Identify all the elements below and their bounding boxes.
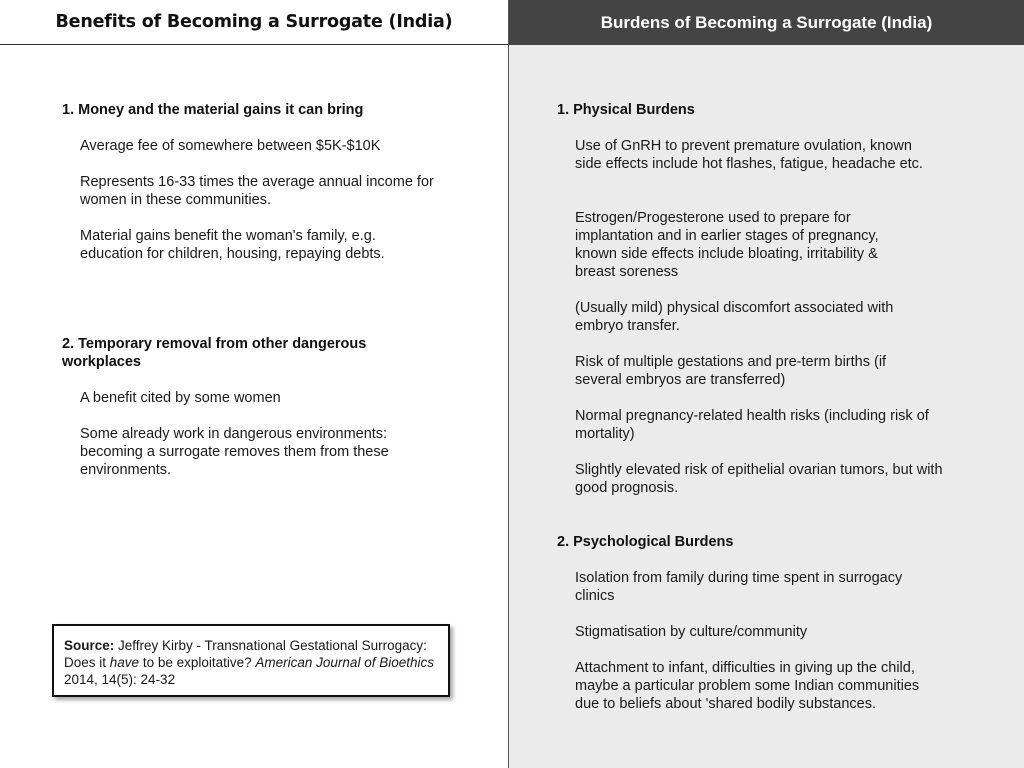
burdens-item: Estrogen/Progesterone used to prepare for implantation and in earlier stages of pregnancy, known side effects include bloating, irritability & breast soreness xyxy=(575,210,879,280)
source-text: to be exploitative? xyxy=(139,655,256,670)
burdens-panel xyxy=(508,0,1024,768)
source-label: Source: xyxy=(64,638,115,653)
burdens-item: Slightly elevated risk of epithelial ovarian tumors, but with good prognosis. xyxy=(575,462,943,496)
burdens-item: Use of GnRH to prevent premature ovulation, known side effects include hot flashes, fatigue, headache etc. xyxy=(575,138,923,172)
source-emphasis: have xyxy=(109,655,140,670)
source-text: Jeffrey Kirby - Transnational Gestational Surrogacy: Does it xyxy=(64,638,427,670)
source-citation-box xyxy=(52,624,450,697)
source-journal: American Journal of Bioethics xyxy=(255,655,434,670)
benefits-item: Represents 16-33 times the average annual income for women in these communities. xyxy=(80,174,434,208)
benefits-item: Material gains benefit the woman's family, e.g. education for children, housing, repaying debts. xyxy=(80,228,385,262)
burdens-header: Burdens of Becoming a Surrogate (India) xyxy=(509,0,1024,45)
benefits-item: A benefit cited by some women xyxy=(80,390,281,406)
burdens-item: Normal pregnancy-related health risks (including risk of mortality) xyxy=(575,408,929,442)
benefits-section-title-money: 1. Money and the material gains it can bring xyxy=(62,102,364,118)
benefits-section-title-workplace: 2. Temporary removal from other dangerous workplaces xyxy=(62,336,367,370)
burdens-item: (Usually mild) physical discomfort associated with embryo transfer. xyxy=(575,300,894,334)
benefits-panel xyxy=(0,0,508,768)
benefits-header: Benefits of Becoming a Surrogate (India) xyxy=(0,0,508,45)
benefits-item: Average fee of somewhere between $5K-$10K xyxy=(80,138,381,154)
burdens-item: Isolation from family during time spent in surrogacy clinics xyxy=(575,570,903,604)
benefits-item: Some already work in dangerous environments: becoming a surrogate removes them from these environments. xyxy=(80,426,389,478)
source-text: 2014, 14(5): 24-32 xyxy=(64,672,176,687)
burdens-item: Risk of multiple gestations and pre-term births (if several embryos are transferred) xyxy=(575,354,887,388)
burdens-section-title-psychological: 2. Psychological Burdens xyxy=(557,534,734,550)
burdens-item: Stigmatisation by culture/community xyxy=(575,624,808,640)
burdens-item: Attachment to infant, difficulties in giving up the child, maybe a particular problem some Indian communities due to beliefs about 'shared bodily substances. xyxy=(575,660,920,712)
burdens-section-title-physical: 1. Physical Burdens xyxy=(557,102,695,118)
